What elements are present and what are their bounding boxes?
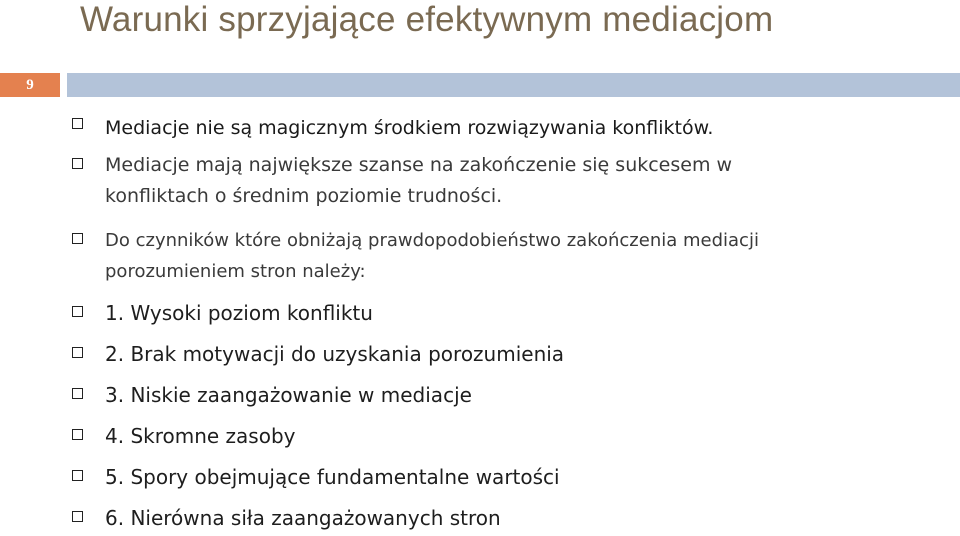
bullet-text: 4. Skromne zasoby (105, 424, 296, 448)
bullet-text (105, 225, 759, 287)
square-bullet-icon (72, 118, 83, 129)
square-bullet-icon (72, 388, 83, 399)
bullet-text: 3. Niskie zaangażowanie w mediacje (105, 383, 472, 407)
square-bullet-icon (72, 429, 83, 440)
bullet-text: 1. Wysoki poziom konfliktu (105, 301, 373, 325)
bullet-line: porozumieniem stron należy: (105, 261, 366, 282)
square-bullet-icon (72, 511, 83, 522)
list-item (72, 110, 713, 146)
bullet-text: 2. Brak motywacji do uzyskania porozumienia (105, 342, 565, 366)
square-bullet-icon (72, 158, 83, 169)
bullet-text: 5. Spory obejmujące fundamentalne wartości (105, 465, 560, 489)
list-item (72, 336, 564, 372)
list-item (72, 459, 560, 495)
bullet-line: Do czynników które obniżają prawdopodobieństwo zakończenia mediacji (105, 230, 759, 251)
bullet-line: Mediacje mają największe szanse na zakończenie się sukcesem w (105, 154, 733, 176)
list-item (72, 418, 296, 454)
square-bullet-icon (72, 306, 83, 317)
list-item (72, 377, 472, 413)
square-bullet-icon (72, 347, 83, 358)
bullet-text: Mediacje nie są magicznym środkiem rozwiązywania konfliktów. (105, 117, 714, 139)
square-bullet-icon (72, 470, 83, 481)
list-item (72, 150, 732, 212)
slide-title: Warunki sprzyjające efektywnym mediacjom (80, 0, 774, 39)
list-item (72, 295, 373, 331)
slide-number: 9 (0, 73, 60, 97)
bullet-text (105, 150, 732, 212)
square-bullet-icon (72, 233, 83, 244)
bullet-line: konfliktach o średnim poziomie trudności. (105, 185, 503, 207)
bullet-text: 6. Nierówna siła zaangażowanych stron (105, 506, 501, 530)
list-item (72, 225, 759, 287)
